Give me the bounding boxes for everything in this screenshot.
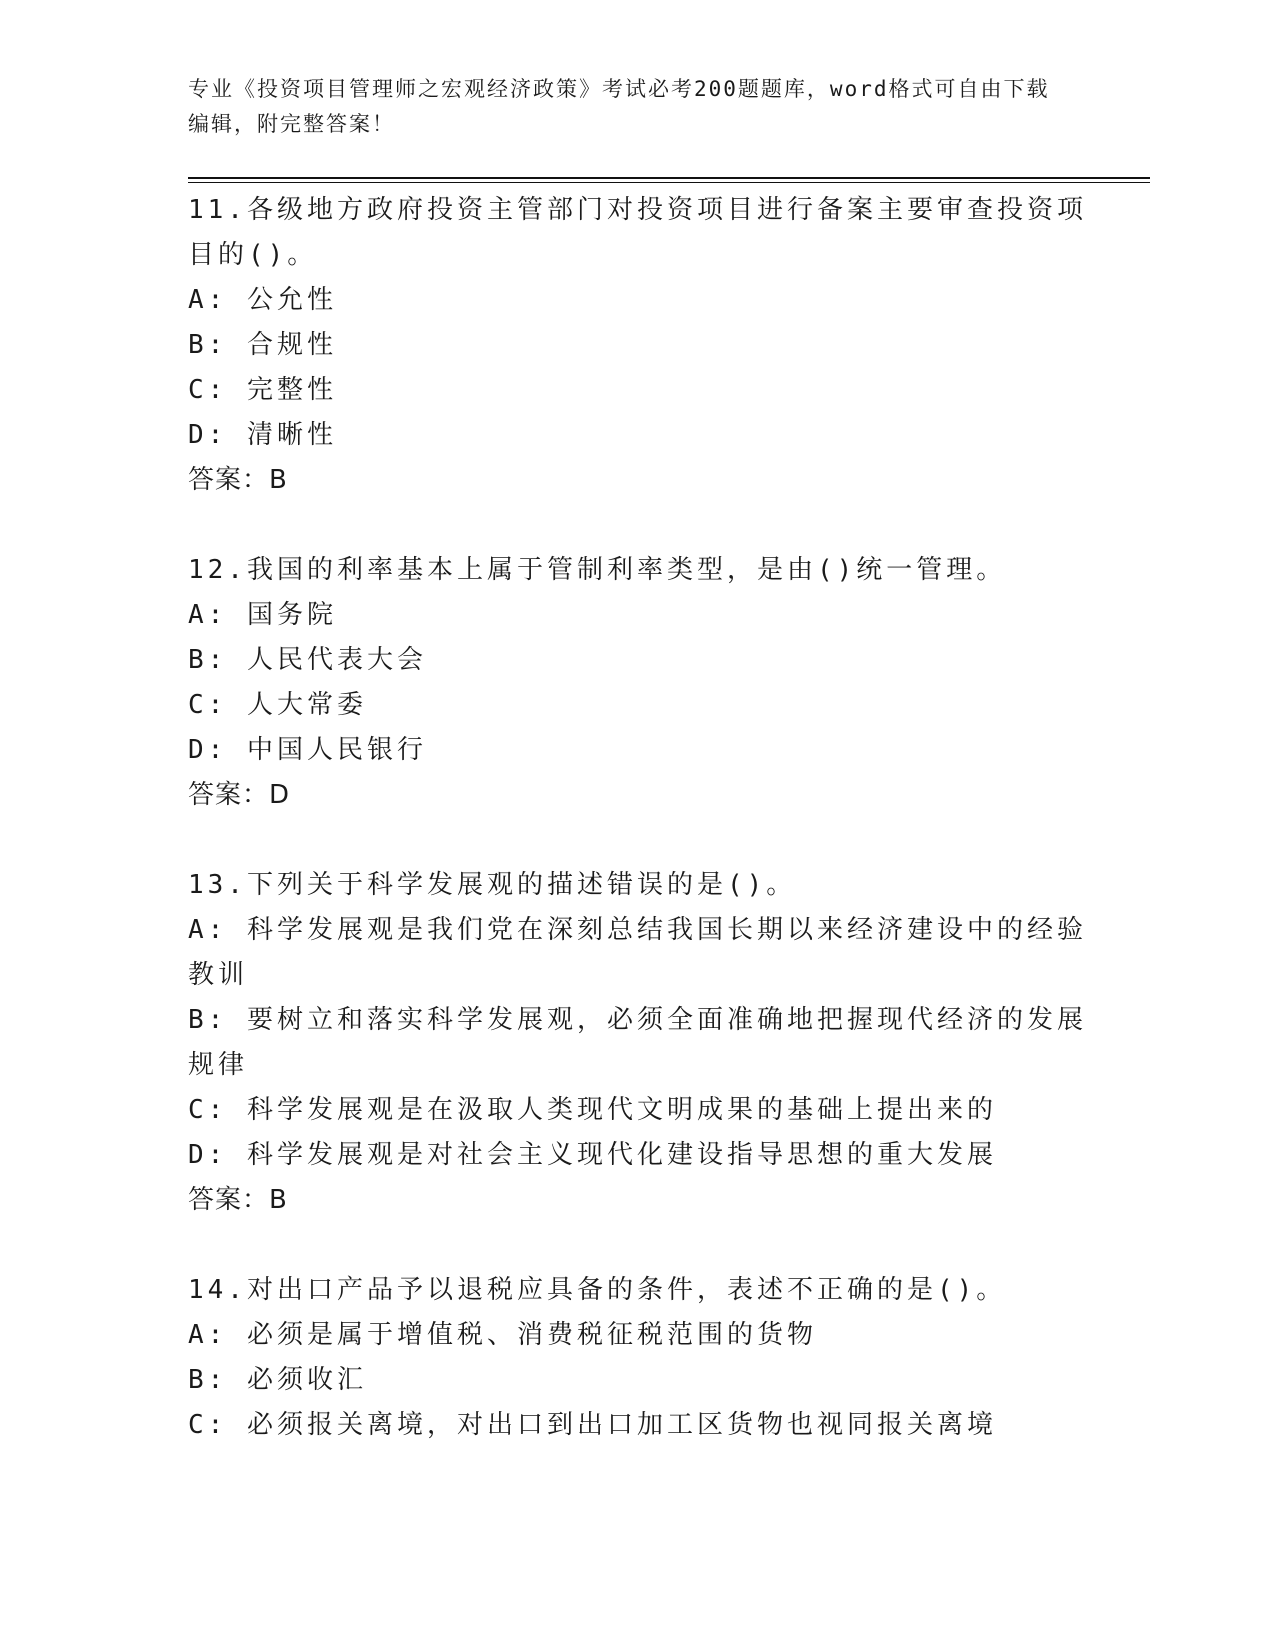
option-b: B: 必须收汇 bbox=[188, 1365, 367, 1395]
option-a: A: 必须是属于增值税、消费税征税范围的货物 bbox=[188, 1320, 817, 1350]
question-stem: 13.下列关于科学发展观的描述错误的是()。 bbox=[188, 870, 797, 900]
header-divider-thin bbox=[188, 182, 1150, 183]
question-14 bbox=[188, 1268, 1088, 1448]
option-b: B: 合规性 bbox=[188, 330, 337, 360]
option-d: D: 中国人民银行 bbox=[188, 735, 427, 765]
question-stem: 11.各级地方政府投资主管部门对投资项目进行备案主要审查投资项目的()。 bbox=[188, 195, 1087, 270]
option-a: A: 国务院 bbox=[188, 600, 337, 630]
option-a: A: 科学发展观是我们党在深刻总结我国长期以来经济建设中的经验教训 bbox=[188, 915, 1087, 990]
question-list bbox=[188, 188, 1088, 1493]
question-stem: 12.我国的利率基本上属于管制利率类型，是由()统一管理。 bbox=[188, 555, 1007, 585]
answer-label: 答案：B bbox=[188, 1185, 288, 1215]
option-c: C: 完整性 bbox=[188, 375, 337, 405]
option-b: B: 要树立和落实科学发展观，必须全面准确地把握现代经济的发展规律 bbox=[188, 1005, 1087, 1080]
question-stem: 14.对出口产品予以退税应具备的条件，表述不正确的是()。 bbox=[188, 1275, 1007, 1305]
question-13 bbox=[188, 863, 1088, 1223]
header-divider-thick bbox=[188, 177, 1150, 179]
option-d: D: 清晰性 bbox=[188, 420, 337, 450]
option-d: D: 科学发展观是对社会主义现代化建设指导思想的重大发展 bbox=[188, 1140, 997, 1170]
option-a: A: 公允性 bbox=[188, 285, 337, 315]
answer-label: 答案：D bbox=[188, 780, 291, 810]
answer-label: 答案：B bbox=[188, 465, 288, 495]
question-12 bbox=[188, 548, 1088, 818]
option-b: B: 人民代表大会 bbox=[188, 645, 427, 675]
option-c: C: 科学发展观是在汲取人类现代文明成果的基础上提出来的 bbox=[188, 1095, 997, 1125]
option-c: C: 人大常委 bbox=[188, 690, 367, 720]
page-header: 专业《投资项目管理师之宏观经济政策》考试必考200题题库，word格式可自由下载编辑，附完整答案！ bbox=[188, 77, 1050, 136]
question-11 bbox=[188, 188, 1088, 503]
option-c: C: 必须报关离境，对出口到出口加工区货物也视同报关离境 bbox=[188, 1410, 997, 1440]
